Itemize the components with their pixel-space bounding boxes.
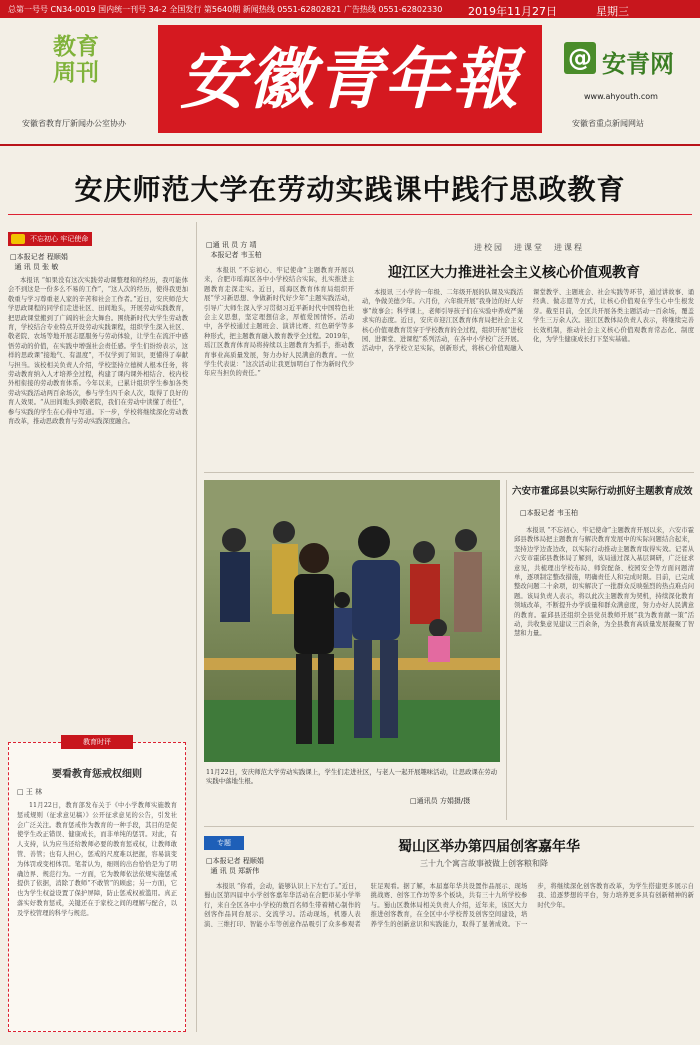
- flag-icon: [11, 234, 25, 244]
- theme-tag: [8, 232, 92, 246]
- commentary-body: 11月22日，教育部发布关于《中小学教师实施教育惩戒规则（征求意见稿）》公开征求意见的公告，引发社会广泛关注。教育惩戒作为教育的一种手段，其目的是促使学生改正错误、健康成长，而非单纯的惩罚。对此，有人支持，认为应当还给教师必要的教育惩戒权，让教师敢管、善管；也有人担心，惩戒的尺度难以把握，容易演变为体罚或变相体罚。笔者认为，细则的出台恰恰是为了明确边界、规范行为。一方面，它为教师依法依规实施惩戒提供了依据，消除了教师“不敢管”的顾虑；另一方面，它也为学生权益设置了保护屏障，防止惩戒权被滥用。真正落实好教育惩戒，关键还在于家校之间的理解与配合，以及学校管理的科学与规范。: [17, 802, 177, 917]
- website-link[interactable]: www.ahyouth.com: [584, 92, 658, 101]
- topic-badge: 专题: [204, 836, 244, 850]
- logo-text: 安青网: [602, 49, 674, 78]
- right-story-body: 本报讯 “不忘初心、牢记使命”主题教育开展以来，六安市霍邱县教体局把主题教育与解决教育发展中的实际问题结合起来，坚持边学边查边改，以实际行动推动主题教育取得实效。记者从六安市霍邱县教体局了解到，该局通过深入基层调研，广泛征求意见，共梳理出学校布局、师资配备、校园安全等方面问题清单，逐项制定整改措施，明确责任人和完成时限。目前，已完成整改问题二十余项，切实解决了一批群众反映强烈的热点难点问题。该局负责人表示，将以此次主题教育为契机，持续深化教育领域改革，不断提升办学质量和群众满意度，努力办好人民满意的教育。霍邱县还组织全县党员教师开展“我为教育献一策”活动，共收集意见建议三百余条，为全县教育高质量发展凝聚了智慧和力量。: [514, 527, 694, 638]
- feature-body: 本报讯 三小学的一年级、二年级开展的队课及实践活动，争做美德少年。六月份，六年级开展“我身边的好人好事”故事会；科学课上，老师引导孩子们在实验中养成严谨求实的态度。近日，安庆市迎江区教育体育局把社会主义核心价值观教育贯穿于学校教育的全过程，组织开展“进校园、进课堂、进课程”系列活动，在各中小学校广泛开展。活动中，各学校立足实际，创新形式，将核心价值观融入课堂教学、主题班会、社会实践等环节，通过讲故事、诵经典、做志愿等方式，让核心价值观在学生心中生根发芽。截至目前，全区共开展各类主题活动一百余场，覆盖学生三万余人次。迎江区教体局负责人表示，将继续完善长效机制，推动社会主义核心价值观教育常态化、制度化，为学生健康成长打下坚实基础。: [362, 289, 694, 353]
- at-icon: @: [564, 42, 596, 74]
- column-divider: [196, 222, 197, 1032]
- ahyouth-logo[interactable]: [564, 42, 690, 76]
- feature-headline: 迎江区大力推进社会主义核心价值观教育: [388, 265, 640, 281]
- right-story-headline: 六安市霍邱县以实际行动抓好主题教育成效: [512, 486, 693, 497]
- theme-tag-label: 不忘初心 牢记使命: [30, 235, 89, 243]
- feature-kicker: 进校园 进课堂 进课程: [474, 243, 584, 252]
- lead-byline: □本报记者 程顺娟 通 讯 员 张 敏: [10, 253, 68, 271]
- commentary-author: □ 王 林: [17, 788, 43, 796]
- bottom-rule: [204, 826, 694, 827]
- news-photo: [204, 480, 500, 762]
- bottom-headline: 蜀山区举办第四届创客嘉年华: [398, 839, 580, 855]
- bottom-byline: □本报记者 程顺娟 通 讯 员 郑新伟: [206, 857, 264, 875]
- issue-info: 总第一号号 CN34-0019 国内统一刊号 34-2 全国发行 第5640期 新闻热线 0551-62802821 广告热线 0551-62802330: [8, 5, 443, 14]
- issue-date: 2019年11月27日: [468, 5, 557, 18]
- lead-headline: 安庆师范大学在劳动实践课中践行思政教育: [74, 173, 626, 206]
- edition-label: 教育 周刊: [53, 34, 99, 86]
- left-sponsor: 安徽省教育厅新闻办公室协办: [22, 119, 126, 128]
- photo-credit: □通讯员 方娟摄/摄: [410, 797, 471, 805]
- masthead-rule: [0, 144, 700, 146]
- commentary-title: 要看教育惩戒权细则: [52, 769, 142, 780]
- issue-weekday: 星期三: [596, 5, 629, 18]
- section-rule: [204, 472, 694, 473]
- right-divider: [506, 480, 507, 820]
- commentary-header: 教育时评: [61, 735, 133, 749]
- photo-caption: 11月22日，安庆师范大学劳动实践课上，学生们走进社区，与老人一起开展趣味活动，让思政课在劳动实践中落地生根。: [206, 768, 498, 785]
- col2-body: 本报讯 “不忘初心、牢记使命”主题教育开展以来，合肥市瑶海区各中小学校结合实际，扎实推进主题教育走深走实。近日，瑶海区教育体育局组织开展“学习新思想、争做新时代好少年”主题实践活动，引导广大师生深入学习贯彻习近平新时代中国特色社会主义思想，坚定理想信念，厚植爱国情怀。活动中，各学校通过主题班会、演讲比赛、红色研学等多种形式，把主题教育融入教育教学全过程。2019年，瑶江区教育体育局将持续以主题教育为抓手，推动教育事业高质量发展，努力办好人民满意的教育。一位学生代表说：“这次活动让我更加明白了作为新时代少年应当担负的责任。”: [204, 267, 354, 378]
- headline-rule: [8, 214, 692, 215]
- col2-byline: □通 讯 员 方 靖 本报记者 韦玉柏: [206, 241, 262, 259]
- lead-body: 本报讯 “如果没有这次实践劳动课整理和的经历，我可能体会不到这是一份多么不易的工作”，“这人次的经历，使得我更加敬重与学习尊重老人家的辛苦和社会工作者。”近日，安庆师范大学思政课程的同学们走进社区、田间地头，开展劳动实践教育，把思政课堂搬到了广阔的社会大舞台。围绕新时代大学生劳动教育，学校结合专业特点开设劳动实践课程，组织学生深入社区、敬老院、农场等地开展志愿服务与劳动体验，让学生在流汗中感悟劳动的价值，在实践中增强社会责任感。学生们纷纷表示，这样的思政课“接地气、有温度”，不仅学到了知识，更懂得了奉献与担当。该校相关负责人介绍，学校坚持立德树人根本任务，将劳动教育纳入人才培养全过程，构建了课内课外相结合、校内校外相衔接的劳动教育体系。今年以来，已累计组织学生参加各类劳动实践活动两百余场次，参与学生四千余人次，取得了良好的育人效果。“从田间地头到敬老院，我们在劳动中读懂了责任”，参与实践的学生在心得中写道。下一步，学校将继续深化劳动教育改革，推动思政教育与劳动实践深度融合。: [8, 277, 188, 426]
- photo-illustration: [204, 480, 500, 762]
- top-info-bar: [0, 0, 700, 18]
- right-story-byline: □本报记者 韦玉柏: [520, 509, 578, 517]
- newspaper-title: 安徽青年報: [158, 25, 542, 133]
- bottom-body: 本报讯 “你看，会动，能够认识上下左右了。”近日，蜀山区第四届中小学创客嘉年华活动在合肥市某小学举行，来自全区各中小学校的数百名师生带着精心制作的创客作品同台展示、交流学习。活动现场，机器人表演、三维打印、智能小车等创意作品吸引了众多参观者驻足观看。据了解，本届嘉年华共设置作品展示、现场挑战赛、创客工作坊等多个板块，共有三十九所学校参与。蜀山区教体局相关负责人介绍，近年来，该区大力推进创客教育，在全区中小学校普及创客空间建设，培养学生的创新意识和实践能力，取得了显著成效。下一步，将继续深化创客教育改革，为学生搭建更多展示自我、追逐梦想的平台，努力培养更多具有创新精神的新时代少年。: [204, 883, 694, 928]
- right-sponsor: 安徽省重点新闻网站: [572, 119, 644, 128]
- bottom-subheadline: 三十九个寓言故事被做上创客粮和降: [420, 859, 548, 868]
- commentary-box: [8, 738, 186, 1032]
